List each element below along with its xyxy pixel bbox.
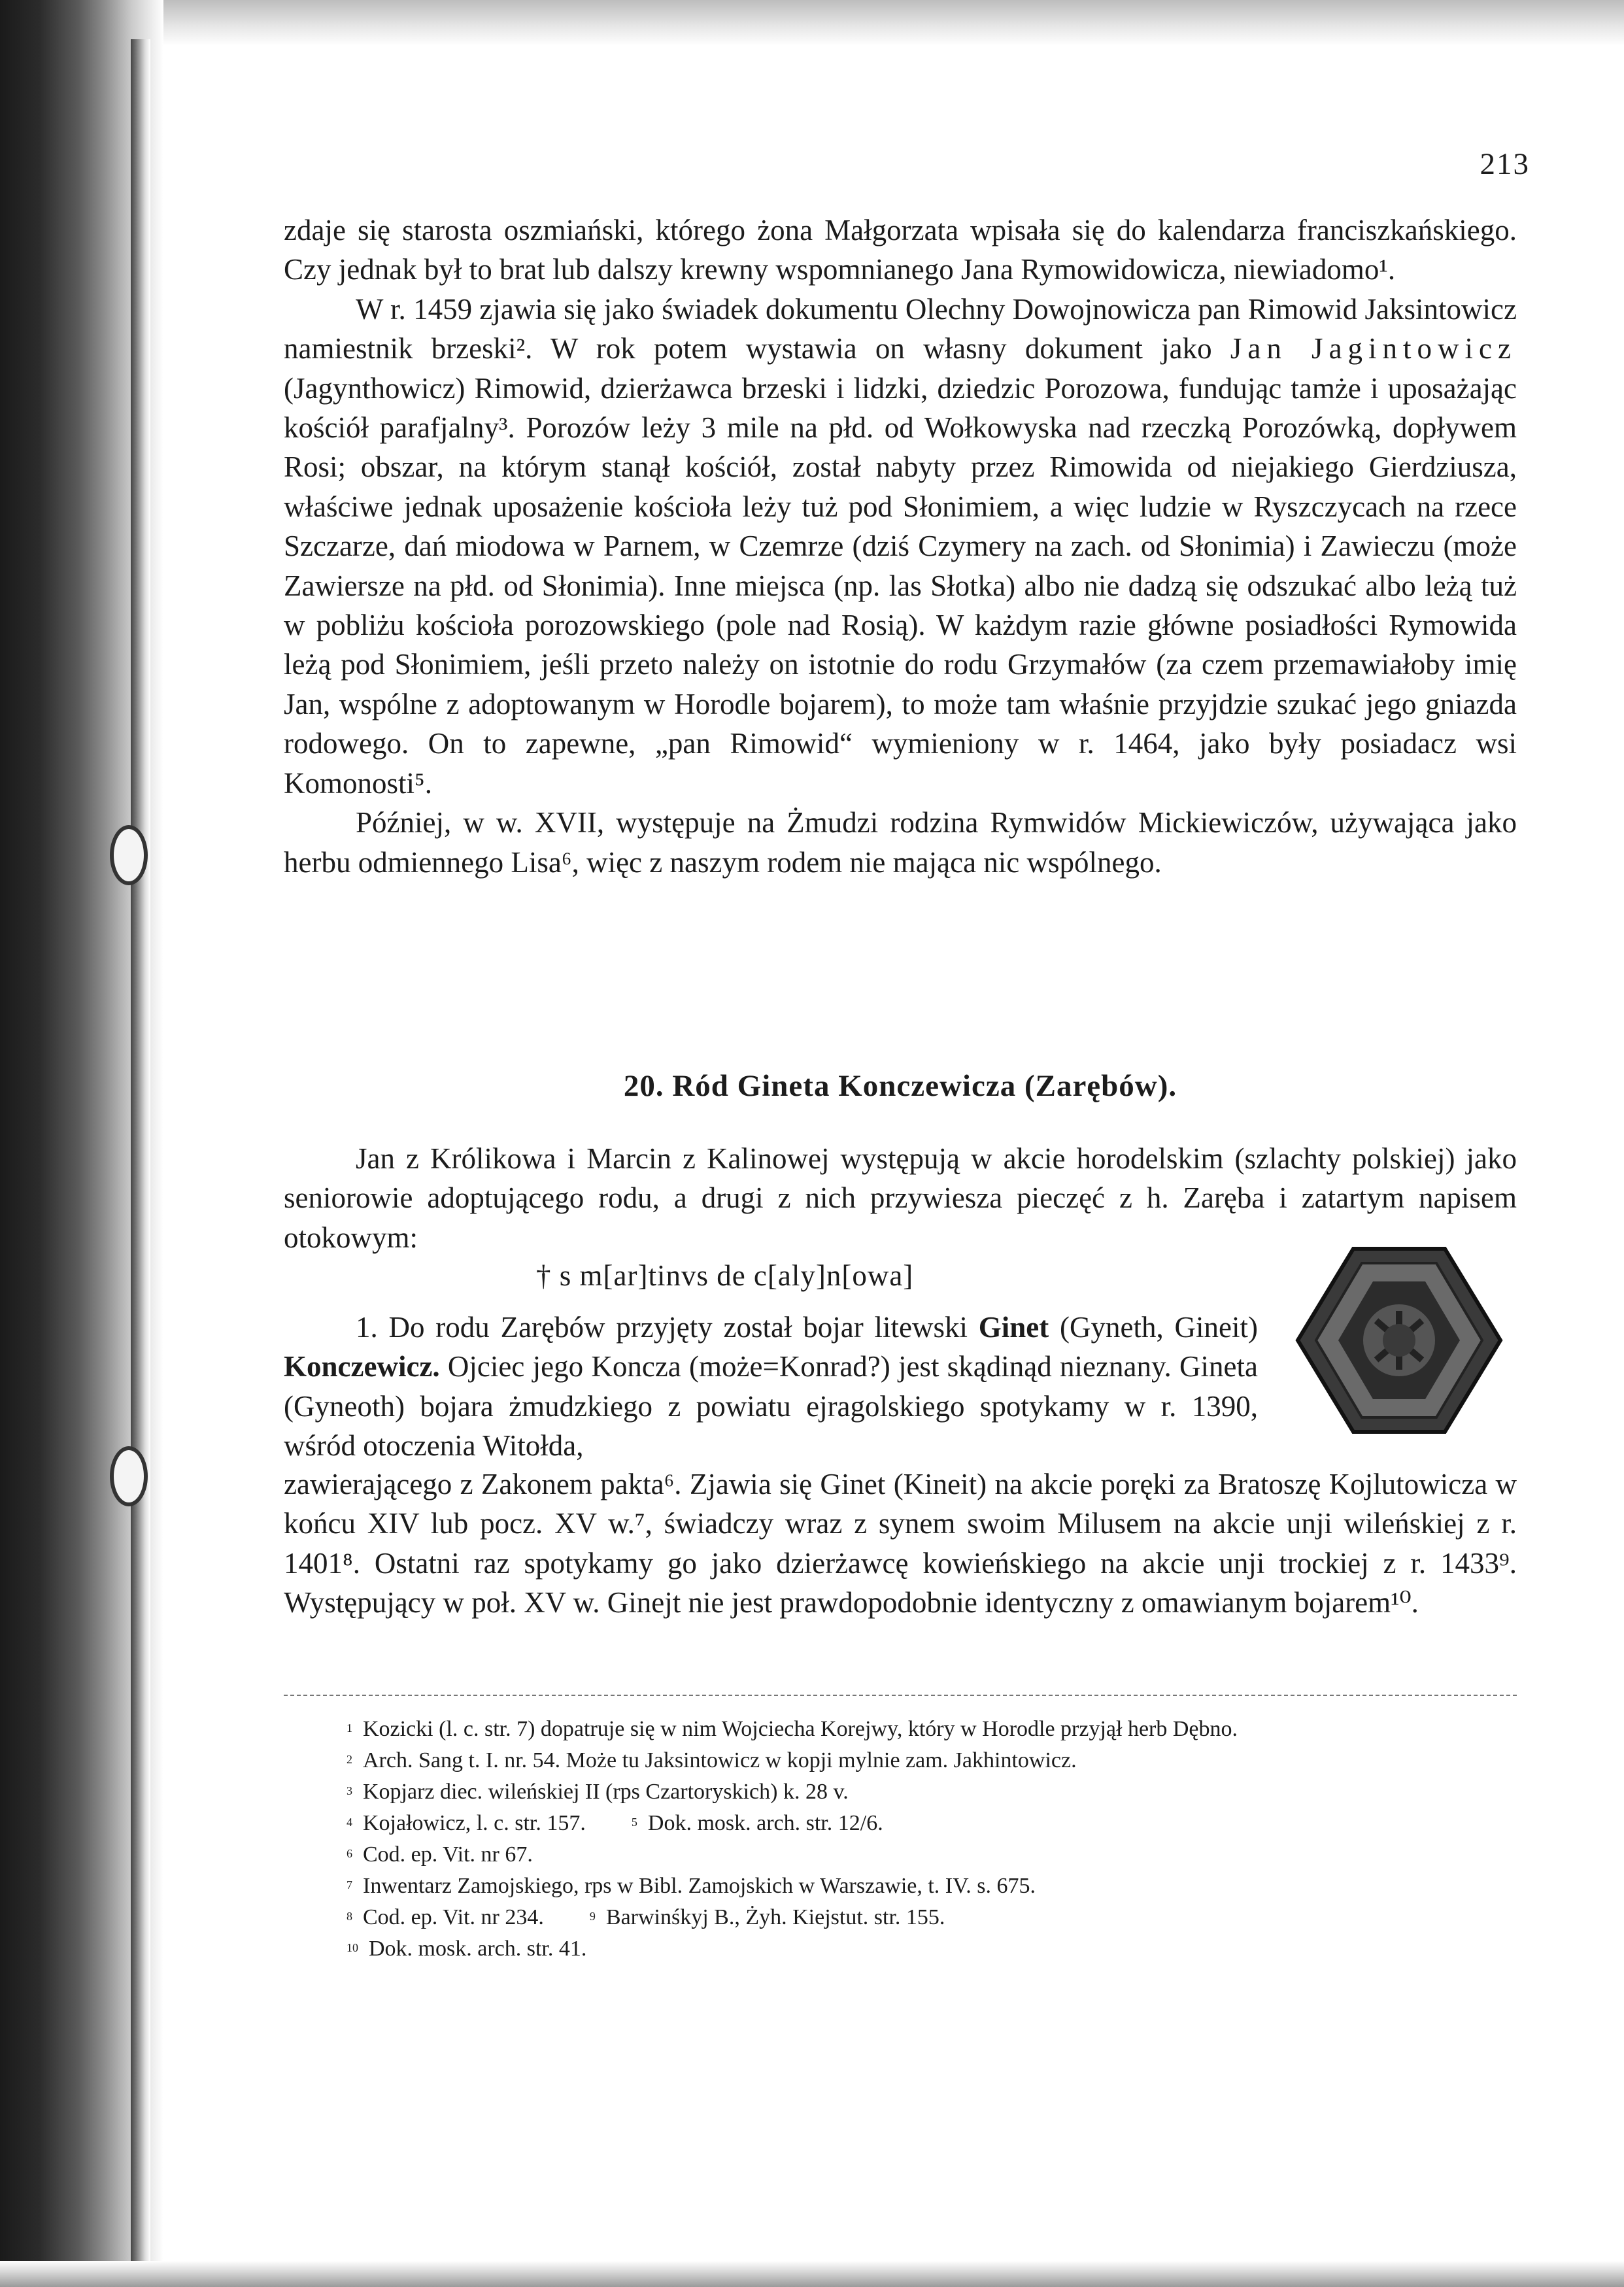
footnote bbox=[347, 1807, 1523, 1838]
body-text-top bbox=[284, 211, 1517, 882]
ginet-text-2: (Gyneth, Gineit) bbox=[1049, 1311, 1258, 1344]
paragraph-2 bbox=[284, 290, 1517, 803]
scan-bottom-edge bbox=[0, 2261, 1624, 2287]
footnote-text: Kopjarz diec. wileńskiej II (rps Czartoryskich) k. 28 v. bbox=[363, 1780, 849, 1804]
footnote-text: Cod. ep. Vit. nr 67. bbox=[363, 1842, 533, 1867]
paragraph-ginet-start bbox=[284, 1308, 1258, 1466]
paragraph-1: zdaje się starosta oszmiański, którego żona Małgorzata wpisała się do kalendarza franciszkańskiego. Czy jednak był to brat lub dalszy krewny wspomnianego Jana Rymowidowicza, niewiadomo¹. bbox=[284, 214, 1517, 286]
footnote-number: 10 bbox=[347, 1941, 358, 1954]
paragraph-ginet-text bbox=[284, 1308, 1258, 1466]
footnote-text: Barwinśkyj B., Żyh. Kiejstut. str. 155. bbox=[605, 1905, 945, 1929]
ginet-patronym: Konczewicz. bbox=[284, 1350, 440, 1383]
page-number: 213 bbox=[1480, 147, 1530, 181]
footnote-secondary bbox=[590, 1901, 945, 1933]
footnote-number: 9 bbox=[589, 1910, 596, 1923]
paragraph-2-start: W r. 1459 zjawia się jako świadek dokumentu Olechny Dowojnowicza pan Rimowid Jaksintowicz namiestnik brzeski². W rok potem wystawia on własny dokument jako bbox=[284, 292, 1517, 365]
footnote-text: Kojałowicz, l. c. str. 157. bbox=[363, 1811, 586, 1835]
paragraph-2-rest: (Jagynthowicz) Rimowid, dzierżawca brzeski i lidzki, dziedzic Porozowa, fundując tamże i uposażając kościół parafjalny³. Porozów leży 3 mile na płd. od Wołkowyska nad rzeczką Porozówką, dopływem Rosi; obszar, na którym stanął kościół, został nabyty przez Rimowida od niejakiego Gierdziusza, właściwe jednak uposażenie kościoła leży tuż pod Słonimiem, a więc ludzie w Ryszczycach na rzece Szczarze, dań miodowa w Parnem, w Czemrze (dziś Czymery na zach. od Słonimia) i Zawieczu (może Zawiersze na płd. od Słonimia). Inne miejsca (np. las Słotka) albo nie dadzą się odszukać albo leżą tuż w pobliżu kościoła porozowskiego (pole nad Rosią). W każdym razie główne posiadłości Rymowida leżą pod Słonimiem, jeśli przeto należy on istotnie do rodu Grzymałów (za czem przemawiałoby imię Jan, wspólne z adoptowanym w Horodle bojarem), to może tam właśnie przyjdzie szukać jego gniazda rodowego. On to zapewne, „pan Rimowid“ wymieniony w r. 1464, jako były posiadacz wsi Komonosti⁵. bbox=[284, 371, 1517, 800]
footnote bbox=[347, 1744, 1523, 1776]
section-intro-text: Jan z Królikowa i Marcin z Kalinowej występują w akcie horodelskim (szlachty polskiej) jako seniorowie adoptującego rodu, a drugi z nich przywiesza pieczęć z h. Zaręba i zatartym napisem otokowym: bbox=[284, 1142, 1517, 1254]
seal-inscription: † s m[ar]tinvs de c[aly]n[owa] bbox=[536, 1259, 914, 1292]
footnote-number: 2 bbox=[347, 1753, 352, 1766]
footnote bbox=[347, 1870, 1523, 1901]
footnote-text: Inwentarz Zamojskiego, rps w Bibl. Zamojskich w Warszawie, t. IV. s. 675. bbox=[363, 1874, 1036, 1898]
footnote bbox=[347, 1776, 1523, 1807]
footnote-number: 3 bbox=[347, 1784, 352, 1797]
footnote-number: 5 bbox=[631, 1816, 637, 1829]
paragraph-ginet-continuation bbox=[284, 1465, 1517, 1623]
footnote-text: Arch. Sang t. I. nr. 54. Może tu Jaksintowicz w kopji mylnie zam. Jakhintowicz. bbox=[363, 1748, 1077, 1772]
footnote-number: 6 bbox=[347, 1847, 352, 1860]
hexagonal-seal-icon bbox=[1291, 1242, 1507, 1438]
section-intro bbox=[284, 1139, 1517, 1257]
footnote bbox=[347, 1901, 1523, 1933]
footnote-text: Cod. ep. Vit. nr 234. bbox=[363, 1905, 544, 1929]
footnote-text: Kozicki (l. c. str. 7) dopatruje się w nim Wojciecha Korejwy, który w Horodle przyjął herb Dębno. bbox=[363, 1717, 1238, 1741]
ginet-text-3: Ojciec jego Koncza (może=Konrad?) jest skądinąd nieznany. Gineta (Gyneoth) bojara żmudzkiego z powiatu ejragolskiego spotykamy w r. 1390, wśród otoczenia Witołda, bbox=[284, 1350, 1258, 1463]
footnote-number: 7 bbox=[347, 1878, 352, 1891]
footnote bbox=[347, 1933, 1523, 1964]
footnote bbox=[347, 1713, 1523, 1744]
ginet-name: Ginet bbox=[978, 1311, 1049, 1344]
binding-strip bbox=[131, 39, 150, 2275]
footnote-number: 1 bbox=[347, 1721, 352, 1735]
footnote bbox=[347, 1838, 1523, 1870]
binder-hole-bottom bbox=[110, 1446, 148, 1506]
section-title: 20. Ród Gineta Konczewicza (Zarębów). bbox=[623, 1069, 1177, 1103]
footnotes bbox=[347, 1713, 1523, 1964]
footnote-number: 4 bbox=[347, 1816, 352, 1829]
paragraph-3: Później, w w. XVII, występuje na Żmudzi rodzina Rymwidów Mickiewiczów, używająca jako herbu odmiennego Lisa⁶, więc z naszym rodem nie mająca nic wspólnego. bbox=[284, 806, 1517, 879]
scan-top-edge bbox=[0, 0, 1624, 46]
binder-hole-top bbox=[110, 825, 148, 885]
footnote-secondary bbox=[632, 1807, 883, 1838]
paragraph-ginet-rest: zawierającego z Zakonem pakta⁶. Zjawia się Ginet (Kineit) na akcie poręki za Bratoszę Kojlutowicza w końcu XIV lub pocz. XV w.⁷, świadczy wraz z synem swoim Milusem na akcie unji wileńskiej z r. 1401⁸. Ostatni raz spotykamy go jako dzierżawcę kowieńskiego na akcie unji trockiej z r. 1433⁹. Występujący w poł. XV w. Ginejt nie jest prawdopodobnie identyczny z omawianym bojarem¹⁰. bbox=[284, 1468, 1517, 1619]
footnote-divider bbox=[284, 1695, 1517, 1696]
footnote-number: 8 bbox=[347, 1910, 352, 1923]
ginet-text-1: 1. Do rodu Zarębów przyjęty został bojar litewski bbox=[356, 1311, 979, 1344]
spaced-name: Jan Jagintowicz bbox=[1230, 332, 1517, 365]
footnote-text: Dok. mosk. arch. str. 12/6. bbox=[647, 1811, 883, 1835]
footnote-text: Dok. mosk. arch. str. 41. bbox=[369, 1937, 587, 1961]
